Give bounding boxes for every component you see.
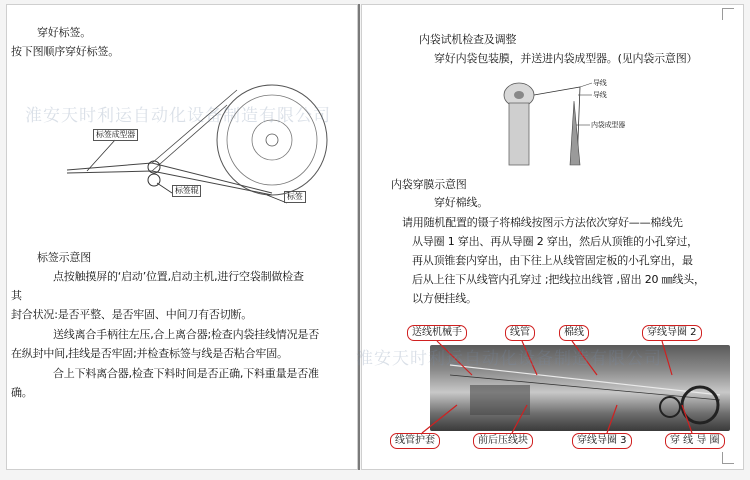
left-intro: 按下图顺序穿好标签。 — [11, 45, 119, 58]
label-tag: 标签 — [284, 191, 306, 203]
right-para-1: 请用随机配置的镊子将棉线按图示方法依次穿好——棉线先 — [402, 216, 683, 229]
right-para-2: 从导圈 1 穿出、再从导圈 2 穿出，然后从顶锥的小孔穿过， — [412, 235, 698, 248]
callout-guide-2: 穿线导圈 2 — [642, 325, 702, 341]
right-para-5: 以方便挂线。 — [412, 292, 477, 305]
right-intro: 穿好内袋包装膜，并送进内袋成型器。(见内袋示意图） — [434, 52, 698, 65]
page-gutter — [358, 4, 360, 470]
watermark-right: 淮安天时利运自动化设备制造有限公司 — [356, 349, 662, 369]
roller-tag: 标签辊 — [172, 185, 201, 197]
left-line-2: 其 — [11, 289, 22, 302]
callout-tube-cover: 线管护套 — [390, 433, 440, 449]
corner-mark-top-right — [722, 8, 734, 20]
label-former-tag: 标签成型器 — [93, 129, 138, 141]
bag-label-a: 导线 — [593, 79, 607, 87]
left-line-5: 在纵封中间,挂线是否牢固;并检查标签与线是否粘合牢固。 — [11, 347, 288, 360]
callout-tube: 线管 — [505, 325, 535, 341]
bag-label-c: 内袋成型器 — [591, 121, 625, 129]
left-caption: 标签示意图 — [37, 251, 91, 264]
callout-press-block: 前后压线块 — [473, 433, 533, 449]
watermark-left: 淮安天时利运自动化设备制造有限公司 — [25, 106, 331, 126]
left-line-7: 确。 — [11, 386, 33, 399]
left-line-6: 合上下料离合器,检查下料时间是否正确,下料重量是否准 — [53, 367, 319, 380]
right-sub-heading: 穿好棉线。 — [434, 196, 488, 209]
left-heading: 穿好标签。 — [37, 26, 91, 39]
corner-mark-bottom-right — [722, 452, 734, 464]
bag-label-b: 导线 — [593, 91, 607, 99]
right-para-3: 再从顶锥套内穿出，由下往上从线管固定板的小孔穿出，最 — [412, 254, 693, 267]
callout-feeder: 送线机械手 — [407, 325, 467, 341]
right-heading: 内袋试机检查及调整 — [419, 33, 517, 46]
left-page — [6, 4, 358, 470]
left-line-3: 封合状况:是否平整、是否牢固、中间刀有否切断。 — [11, 308, 253, 321]
right-page — [361, 4, 744, 470]
callout-guide: 穿 线 导 圈 — [665, 433, 725, 449]
right-caption: 内袋穿膜示意图 — [391, 178, 467, 191]
left-line-4: 送线离合手柄往左压,合上离合器;检查内袋挂线情况是否 — [53, 328, 320, 341]
callout-cotton: 棉线 — [559, 325, 589, 341]
left-line-1: 点按触摸屏的‘启动’位置,启动主机,进行空袋制做检查 — [53, 270, 304, 283]
callout-guide-3: 穿线导圈 3 — [572, 433, 632, 449]
right-para-4: 后从上往下从线管内孔穿过 ;把线拉出线管 ,留出 20 ㎜线头， — [412, 273, 705, 286]
